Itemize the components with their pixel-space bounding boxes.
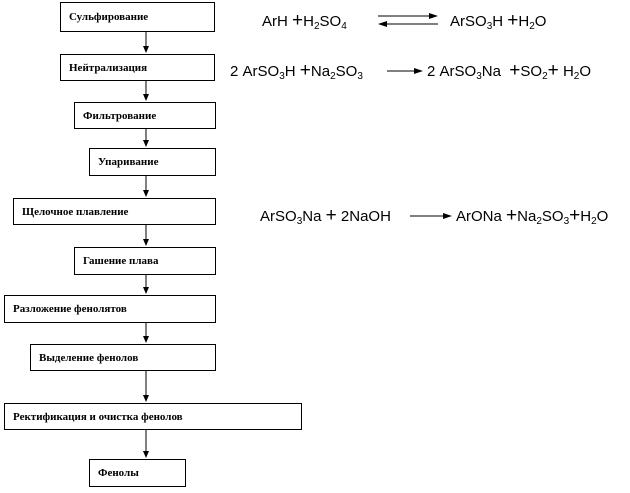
step-label: Нейтрализация bbox=[69, 61, 148, 74]
step-label: Гашение плава bbox=[83, 255, 159, 267]
reaction-sulfonation-right: ArSO$_3$H $+H_2O$ bbox=[450, 10, 547, 32]
step-neutralization bbox=[60, 54, 215, 81]
step-label: Фильтрование bbox=[83, 109, 157, 122]
reaction-alkali-fusion-left: ArSO$_3$Na + 2NaOH bbox=[260, 205, 391, 227]
reaction-neutralization-right: 2 ArSO$_3$Na $+SO_2+ H_2O$ bbox=[427, 60, 592, 82]
step-phenols bbox=[89, 459, 186, 487]
step-sulfonation bbox=[60, 2, 215, 32]
step-label: Фенолы bbox=[98, 467, 139, 479]
reaction-arrow bbox=[385, 65, 425, 77]
step-evaporation bbox=[89, 148, 216, 176]
reaction-alkali-fusion-right: ArONa $+Na_2SO_3+H_2O$ bbox=[456, 205, 609, 227]
step-phenol-isolation bbox=[30, 344, 216, 371]
step-label: Разложение фенолятов bbox=[13, 303, 127, 315]
step-phenolate-decomposition bbox=[4, 295, 216, 323]
step-label: Сульфирование bbox=[69, 11, 149, 23]
step-filtration bbox=[74, 102, 216, 129]
reaction-neutralization-left: 2 ArSO$_3$H $+Na_2SO_3$ bbox=[230, 60, 363, 82]
step-label: Щелочное плавление bbox=[22, 205, 129, 218]
step-alkali-fusion bbox=[13, 198, 216, 225]
reaction-sulfonation-left: ArH $+H_2SO_4$ bbox=[262, 10, 347, 32]
step-label: Ректификация и очистка фенолов bbox=[13, 410, 183, 423]
reaction-arrow bbox=[408, 210, 454, 222]
step-rectification bbox=[4, 403, 302, 430]
equilibrium-arrow bbox=[376, 10, 440, 30]
step-melt-quenching bbox=[74, 247, 216, 275]
step-label: Упаривание bbox=[98, 156, 159, 168]
step-label: Выделение фенолов bbox=[39, 351, 139, 364]
